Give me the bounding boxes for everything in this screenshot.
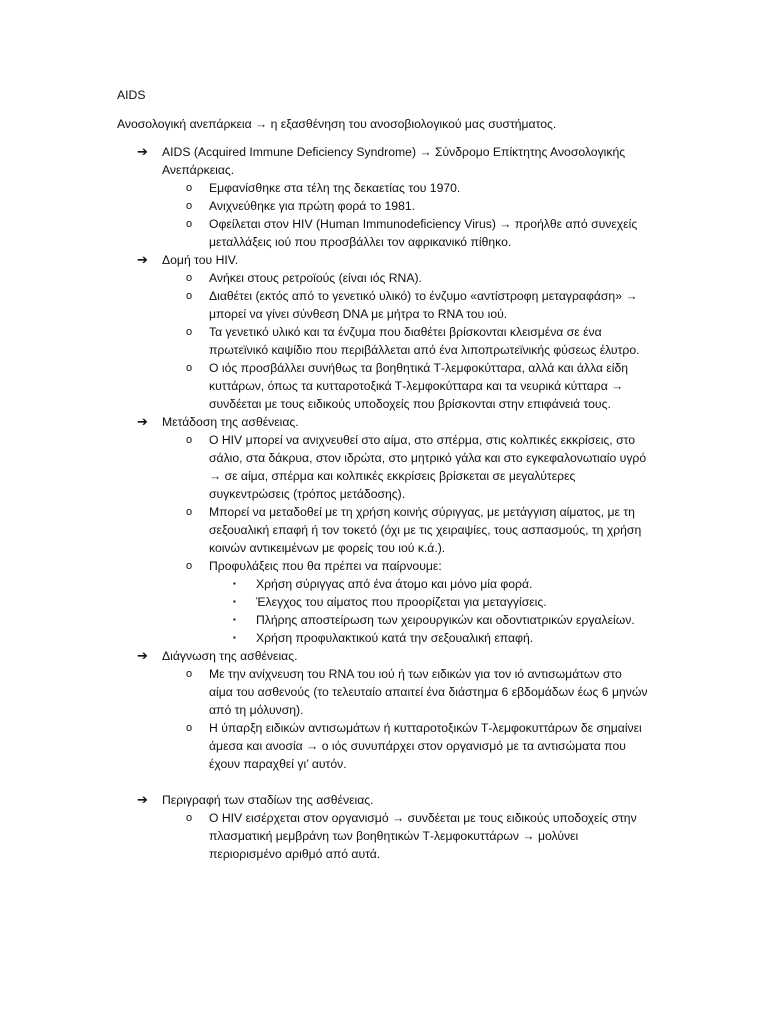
section-heading bbox=[0, 143, 648, 179]
section-heading bbox=[0, 791, 648, 809]
circle-bullet-icon: o bbox=[186, 182, 193, 194]
outline-list bbox=[0, 143, 768, 863]
arrow-bullet-icon: ➔ bbox=[137, 144, 148, 159]
circle-bullet-icon: o bbox=[186, 272, 193, 284]
circle-bullet-icon: o bbox=[186, 560, 193, 572]
list-item bbox=[0, 557, 649, 575]
list-item bbox=[0, 665, 649, 719]
list-item bbox=[0, 287, 649, 323]
arrow-bullet-icon: ➔ bbox=[137, 792, 148, 807]
square-bullet-icon: ▪ bbox=[233, 633, 236, 642]
section-heading-text: Μετάδοση της ασθένειας. bbox=[162, 415, 299, 429]
circle-bullet-icon: o bbox=[186, 362, 193, 374]
circle-bullet-icon: o bbox=[186, 326, 193, 338]
document-title: AIDS bbox=[117, 88, 146, 102]
square-bullet-icon: ▪ bbox=[233, 597, 236, 606]
list-item-text: Προφυλάξεις που θα πρέπει να παίρνουμε: bbox=[209, 559, 442, 573]
list-item bbox=[0, 719, 649, 773]
circle-bullet-icon: o bbox=[186, 812, 193, 824]
arrow-bullet-icon: ➔ bbox=[137, 252, 148, 267]
list-item bbox=[0, 359, 649, 413]
sub-list-item-text: Έλεγχος του αίματος που προορίζεται για μεταγγίσεις. bbox=[256, 595, 547, 609]
arrow-bullet-icon: ➔ bbox=[137, 648, 148, 663]
list-item-text: Η ύπαρξη ειδικών αντισωμάτων ή κυτταροτοξικών Τ-λεμφοκυττάρων δε σημαίνει άμεσα και ανοσία → ο ιός συνυπάρχει στον οργανισμό με τα αντισώματα που έχουν παραχθεί γι’ αυτόν. bbox=[209, 721, 642, 771]
list-item-text: Διαθέτει (εκτός από το γενετικό υλικό) το ένζυμο «αντίστροφη μεταγραφάση» → μπορεί να γίνει σύνθεση DNA με μήτρα το RNA του ιού. bbox=[209, 289, 638, 321]
section-heading bbox=[0, 251, 648, 269]
circle-bullet-icon: o bbox=[186, 218, 193, 230]
list-item bbox=[0, 431, 649, 503]
list-item-text: Ανιχνεύθηκε για πρώτη φορά το 1981. bbox=[209, 199, 416, 213]
list-item-text: Με την ανίχνευση του RNA του ιού ή των ειδικών για τον ιό αντισωμάτων στο αίμα του ασθενούς (το τελευταίο απαιτεί ένα διάστημα 6 εβδομάδων έως 6 μηνών από τη μόλυνση). bbox=[209, 667, 648, 717]
list-item-text: Οφείλεται στον HIV (Human Immunodeficiency Virus) → προήλθε από συνεχείς μεταλλάξεις ιού που προσβάλλει τον αφρικανικό πίθηκο. bbox=[209, 217, 638, 249]
list-item-text: Μπορεί να μεταδοθεί με τη χρήση κοινής σύριγγας, με μετάγγιση αίματος, με τη σεξουαλική επαφή ή τον τοκετό (όχι με τις χειραψίες, τους ασπασμούς, τη χρήση κοινών αντικειμένων με φορείς του ιού κ.ά.). bbox=[209, 505, 642, 555]
list-item-text: Εμφανίσθηκε στα τέλη της δεκαετίας του 1970. bbox=[209, 181, 461, 195]
section-heading bbox=[0, 647, 648, 665]
list-item bbox=[0, 215, 649, 251]
square-bullet-icon: ▪ bbox=[233, 579, 236, 588]
list-item bbox=[0, 503, 649, 557]
list-item-text: Ο HIV εισέρχεται στον οργανισμό → συνδέεται με τους ειδικούς υποδοχείς στην πλασματική μεμβράνη των βοηθητικών Τ-λεμφοκυττάρων → μολύνει περιορισμένο αριθμό από αυτά. bbox=[209, 811, 637, 861]
list-item-text: Τα γενετικό υλικό και τα ένζυμα που διαθέτει βρίσκονται κλεισμένα σε ένα πρωτεϊνικό καψίδιο που περιβάλλεται από ένα λιποπρωτεϊνικής φύσεως έλυτρο. bbox=[209, 325, 640, 357]
sub-list-item-text: Πλήρης αποστείρωση των χειρουργικών και οδοντιατρικών εργαλείων. bbox=[256, 613, 635, 627]
list-item bbox=[0, 323, 649, 359]
section-heading-text: Περιγραφή των σταδίων της ασθένειας. bbox=[162, 793, 374, 807]
arrow-bullet-icon: ➔ bbox=[137, 414, 148, 429]
circle-bullet-icon: o bbox=[186, 200, 193, 212]
sub-list-item bbox=[0, 629, 646, 647]
list-item bbox=[0, 269, 649, 287]
circle-bullet-icon: o bbox=[186, 722, 193, 734]
list-item-text: Ανήκει στους ρετροϊούς (είναι ιός RNA). bbox=[209, 271, 422, 285]
sub-list-item bbox=[0, 593, 646, 611]
sub-list-item-text: Χρήση προφυλακτικού κατά την σεξουαλική επαφή. bbox=[256, 631, 534, 645]
list-item-text: Ο ιός προσβάλλει συνήθως τα βοηθητικά Τ-λεμφοκύτταρα, αλλά και άλλα είδη κυττάρων, όπως τα κυτταροτοξικά Τ-λεμφοκύτταρα και τα νευρικά κύτταρα → συνδέεται με τους ειδικούς υποδοχείς που βρίσκονται στην επιφάνειά τους. bbox=[209, 361, 629, 411]
circle-bullet-icon: o bbox=[186, 506, 193, 518]
section-heading-text: Διάγνωση της ασθένειας. bbox=[162, 649, 298, 663]
list-item bbox=[0, 197, 649, 215]
section-heading-text: AIDS (Acquired Immune Deficiency Syndrome) → Σύνδρομο Επίκτητης Ανοσολογικής Ανεπάρκειας. bbox=[162, 145, 626, 177]
circle-bullet-icon: o bbox=[186, 434, 193, 446]
list-item bbox=[0, 179, 649, 197]
circle-bullet-icon: o bbox=[186, 668, 193, 680]
circle-bullet-icon: o bbox=[186, 290, 193, 302]
list-item bbox=[0, 809, 649, 863]
section-heading-text: Δομή του HIV. bbox=[162, 253, 239, 267]
intro-definition: Ανοσολογική ανεπάρκεια → η εξασθένηση του ανοσοβιολογικού μας συστήματος. bbox=[117, 117, 557, 131]
sub-list-item-text: Χρήση σύριγγας από ένα άτομο και μόνο μία φορά. bbox=[256, 577, 533, 591]
sub-list-item bbox=[0, 575, 646, 593]
sub-list-item bbox=[0, 611, 646, 629]
section-heading bbox=[0, 413, 648, 431]
square-bullet-icon: ▪ bbox=[233, 615, 236, 624]
list-item-text: Ο HIV μπορεί να ανιχνευθεί στο αίμα, στο σπέρμα, στις κολπικές εκκρίσεις, στο σάλιο, στα δάκρυα, στον ιδρώτα, στο μητρικό γάλα και στο εγκεφαλονωτιαίο υγρό → σε αίμα, σπέρμα και κολπικές εκκρίσεις βρίσκεται σε μεγαλύτερες συγκεντρώσεις (τρόπος μετάδοσης). bbox=[209, 433, 647, 501]
